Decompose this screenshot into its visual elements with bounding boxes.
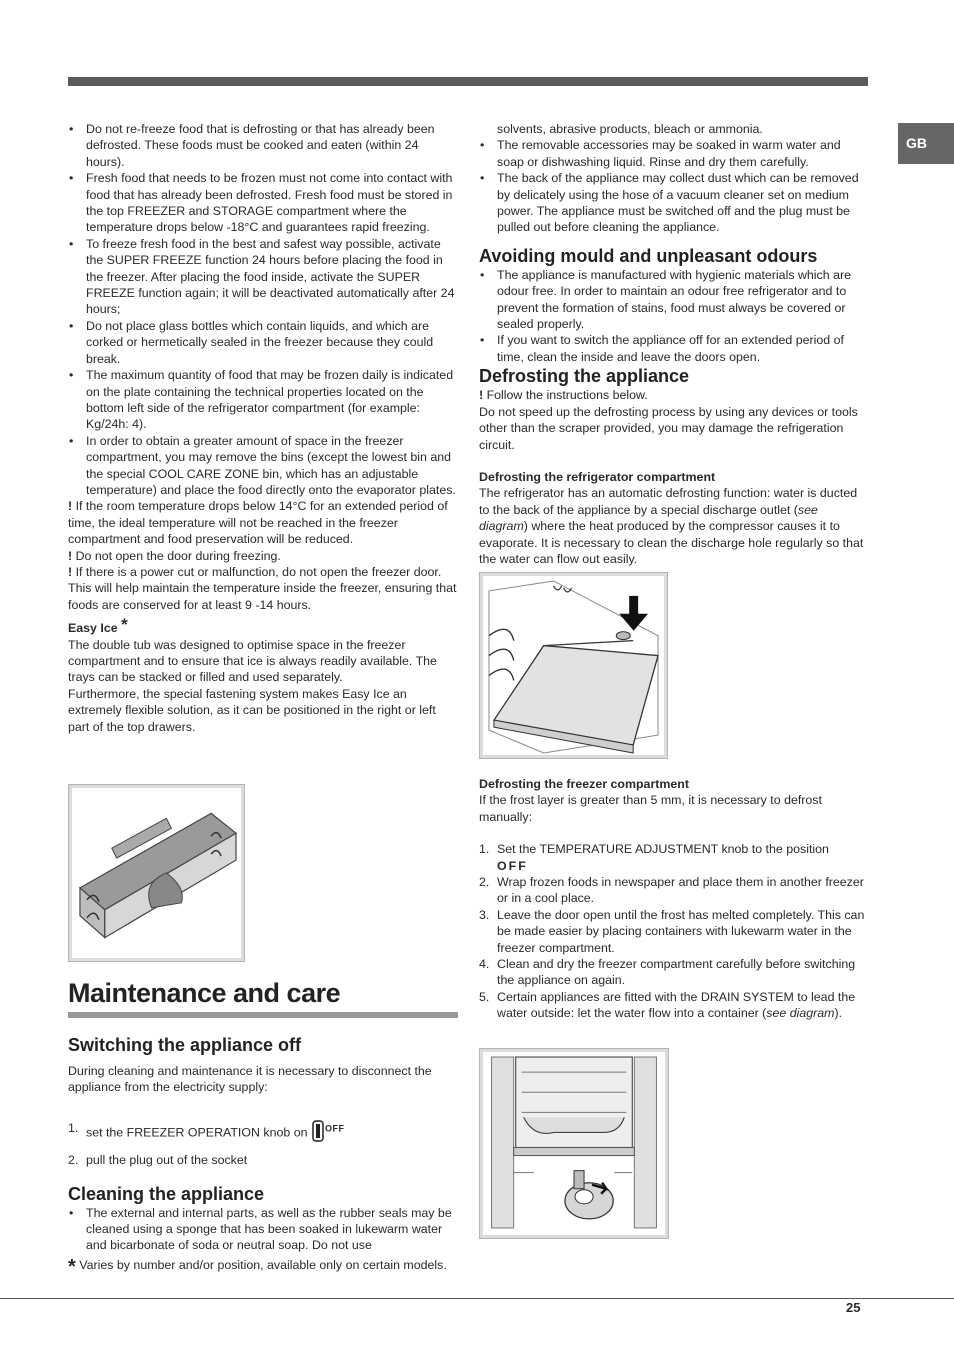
off-knob-icon [311, 1120, 325, 1146]
easy-ice-heading: Easy Ice * [68, 615, 128, 636]
freezer-defrost-steps [479, 841, 869, 1021]
list-item: • The external and internal parts, as well as the rubber seals may be cleaned using a sponge that has been soaked in lukewarm water and bicarbonate of soda or neutral soap. Do not use [68, 1205, 458, 1254]
easy-ice-illustration [68, 784, 245, 962]
footnote: * Varies by number and/or position, available only on certain models. [68, 1256, 447, 1278]
fridge-defrost-subheading: Defrosting the refrigerator compartment [479, 469, 716, 484]
freezing-tips-list [68, 121, 458, 498]
footer-rule [0, 1298, 954, 1299]
section-rule [68, 1012, 458, 1018]
off-label: OFF [324, 1123, 345, 1134]
list-item: 4. Clean and dry the freezer compartment carefully before switching the appliance on again. [479, 957, 856, 988]
freezer-defrost-subheading: Defrosting the freezer compartment [479, 777, 689, 791]
freezer-defrost-text: If the frost layer is greater than 5 mm, it is necessary to defrost manually: [479, 793, 822, 824]
list-item: • Do not place glass bottles which contain liquids, and which are corked or hermetically sealed in the freezer because they could break. [68, 318, 458, 367]
maintenance-section [68, 976, 458, 1254]
cleaning-list-continued [479, 137, 869, 235]
list-item: • The back of the appliance may collect dust which can be removed by delicately using the hose of a vacuum cleaner set on medium power. The appliance must be switched off and the plug must be pulled out before cleaning the appliance. [479, 170, 869, 236]
defrost-text: Do not speed up the defrosting process by using any devices or tools other than the scraper provided, you may damage the refrigeration circuit. [479, 404, 858, 452]
list-item: 1. set the FREEZER OPERATION knob on $^{OFF}$ [68, 1120, 458, 1146]
list-item: 2. pull the plug out of the socket [68, 1153, 248, 1168]
asterisk-icon: * [68, 1256, 76, 1278]
cleaning-list [68, 1205, 458, 1254]
warning-note: ! If there is a power cut or malfunction, do not open the freezer door. This will help maintain the temperature inside the freezer, ensuring that foods are conserved for at least 9 -14 hours. [68, 564, 457, 612]
defrost-heading: Defrosting the appliance [479, 366, 690, 387]
drain-system-diagram [479, 1048, 669, 1239]
fridge-interior-drawing [483, 576, 664, 755]
list-item: 5. Certain appliances are fitted with the DRAIN SYSTEM to lead the water outside: let the water flow into a container (see diagram). [479, 989, 856, 1021]
list-item: • The removable accessories may be soaked in warm water and soap or dishwashing liquid. Rinse and dry them carefully. [479, 137, 869, 170]
list-item: • Fresh food that needs to be frozen must not come into contact with food that has already been defrosted. Fresh food must be stored in the top FREEZER and STORAGE compartment where the temperature drops below -18°C and guarantees rapid freezing. [68, 170, 458, 236]
mould-heading: Avoiding mould and unpleasant odours [479, 245, 818, 266]
warning-note: ! Do not open the door during freezing. [68, 548, 281, 563]
section-title: Maintenance and care [68, 978, 341, 1008]
off-position-label: OFF [497, 858, 528, 873]
list-item: • To freeze fresh food in the best and safest way possible, activate the SUPER FREEZE function 24 hours before placing the food in the freezer. After placing the food inside, activate the SUPER FREEZE function again; it will be deactivated automatically after 24 hours; [68, 236, 458, 318]
list-item: • Do not re-freeze food that is defrosting or that has already been defrosted. These foods must be cooked and eaten (within 24 hours). [68, 121, 458, 170]
switch-off-intro: During cleaning and maintenance it is necessary to disconnect the appliance from the electricity supply: [68, 1064, 432, 1095]
fridge-discharge-diagram [479, 572, 668, 759]
left-column [68, 121, 458, 735]
right-column [479, 121, 869, 567]
list-item: • The appliance is manufactured with hygienic materials which are odour free. In order to maintain an odour free refrigerator and to prevent the formation of stains, food must always be covered or sealed properly. [479, 267, 869, 333]
language-tab: GB [898, 123, 954, 164]
easy-ice-text: Furthermore, the special fastening system makes Easy Ice an extremely flexible solution, as it can be positioned in the right or left part of the top drawers. [68, 686, 436, 734]
easy-ice-text: The double tub was designed to optimise space in the freezer compartment and to ensure that ice is always readily available. The trays can be stacked or filled and used separately. [68, 637, 437, 685]
cleaning-continuation: solvents, abrasive products, bleach or ammonia. [497, 122, 763, 136]
header-rule [68, 77, 868, 86]
fridge-defrost-text: The refrigerator has an automatic defrosting function: water is ducted to the back of the appliance by a special discharge outlet (see diagram) where the heat produced by the compressor causes it to evaporate. It is necessary to clean the discharge hole regularly so that the water can flow out easily. [479, 486, 864, 566]
page-number: 25 [846, 1300, 861, 1315]
list-item: 2. Wrap frozen foods in newspaper and place them in another freezer or in a cool place. [479, 875, 864, 906]
list-item: 3. Leave the door open until the frost has melted completely. This can be made easier by placing containers with lukewarm water in the freezer compartment. [479, 907, 865, 955]
list-item: • In order to obtain a greater amount of space in the freezer compartment, you may remove the bins (except the lowest bin and the special COOL CARE ZONE bin, which has an adjustable temperature) and place the food directly onto the evaporator plates. [68, 433, 458, 499]
defrost-note: ! Follow the instructions below. [479, 388, 648, 403]
freezer-drain-drawing [483, 1052, 665, 1235]
list-item: • If you want to switch the appliance off for an extended period of time, clean the inside and leave the doors open. [479, 332, 869, 365]
cleaning-heading: Cleaning the appliance [68, 1183, 265, 1204]
freezer-defrost-block [479, 776, 869, 1022]
switch-off-heading: Switching the appliance off [68, 1035, 302, 1055]
mould-list [479, 267, 869, 365]
switch-off-steps [68, 1120, 458, 1169]
list-item: • The maximum quantity of food that may be frozen daily is indicated on the plate containing the technical properties located on the bottom left side of the refrigerator compartment (for example: Kg/24h: 4). [68, 367, 458, 433]
list-item: 1. Set the TEMPERATURE ADJUSTMENT knob to the position OFF [479, 842, 829, 873]
ice-tray-drawing [72, 788, 241, 958]
warning-note: ! If the room temperature drops below 14°C for an extended period of time, the ideal temperature will not be reached in the freezer compartment and food preservation will be reduced. [68, 499, 448, 547]
